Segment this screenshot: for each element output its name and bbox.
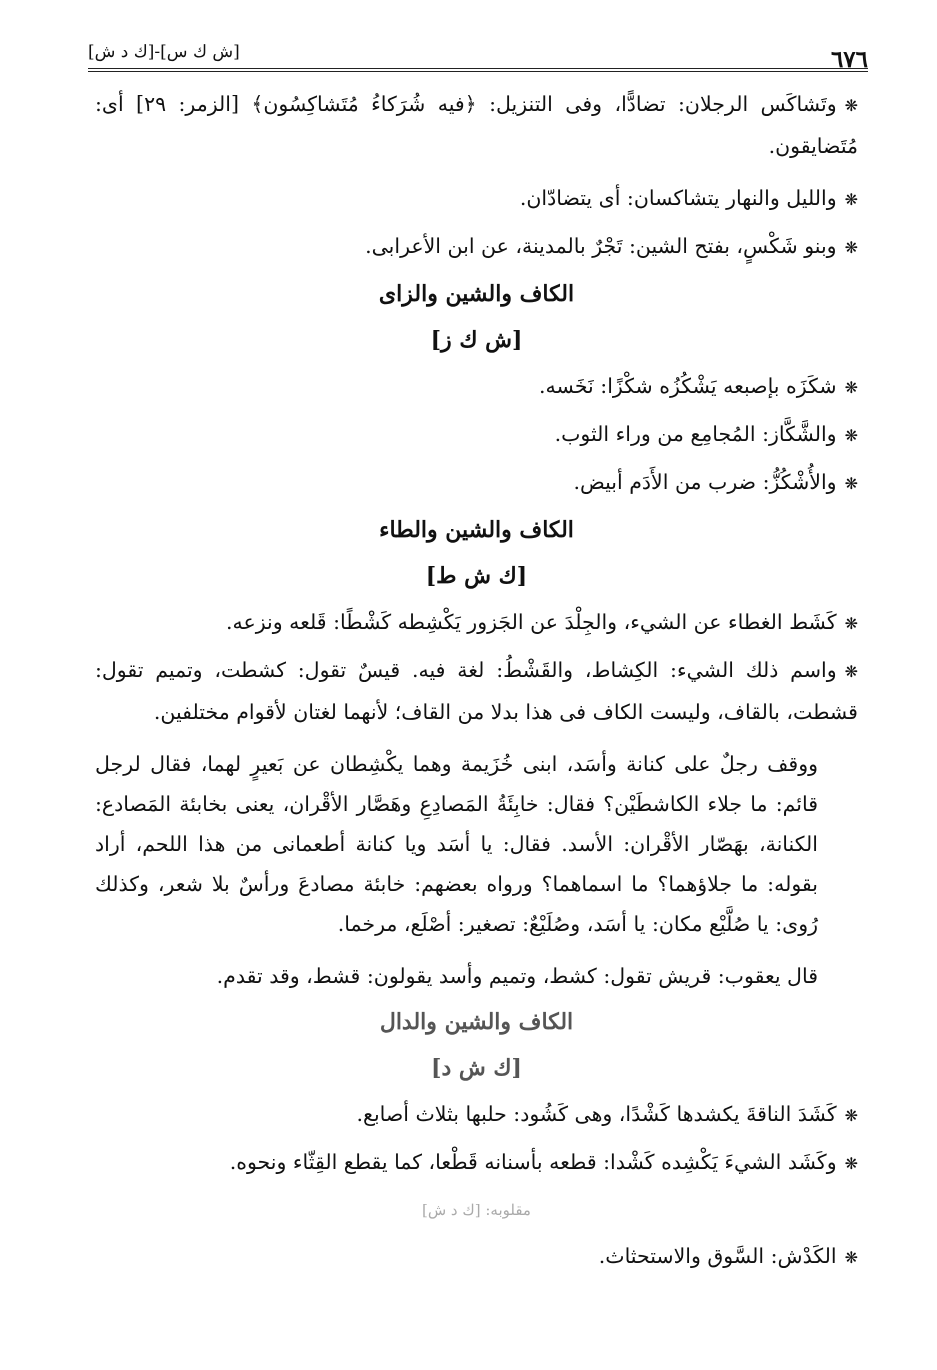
bullet-icon: ❋	[844, 614, 858, 633]
root-heading: [ش ك ز]	[430, 327, 523, 353]
entry-laylwannahar: ❋والليل والنهار يتشاكسان: أى يتضادّان.	[519, 186, 858, 210]
root-heading: [ك ش د]	[431, 1055, 522, 1081]
bullet-icon: ❋	[844, 474, 858, 493]
page-body	[95, 84, 858, 1284]
bullet-icon: ❋	[844, 1106, 858, 1125]
section-heading: الكاف والشين والزاى	[378, 281, 575, 307]
entry-kashata: ❋كَشَط الغطاء عن الشيء، والجِلْدَ عن الجَزور يَكْشِطه كَشْطًا: قَلعه ونزعه.	[225, 610, 858, 634]
bullet-icon: ❋	[844, 1248, 858, 1267]
page-number: ٦٧٦	[830, 46, 868, 73]
bullet-icon: ❋	[844, 190, 858, 209]
bullet-icon: ❋	[844, 1154, 858, 1173]
bullet-icon: ❋	[844, 96, 858, 115]
entry-kadsh: ❋الكَدْش: السَّوق والاستحثاث.	[598, 1244, 858, 1268]
entry-kishat: ❋واسم ذلك الشيء: الكِشاط، والقَشْطُ: لغة فيه. قيسٌ تقول: كشطت، وتميم تقول: قشطت، بالقاف، وليست الكاف فى هذا بدلا من القاف؛ لأنهما لغتان لأقوام مختلفين.	[95, 658, 858, 724]
bullet-icon: ❋	[844, 378, 858, 397]
entry-kashada-2: ❋وكَشَد الشيءَ يَكْشِده كَشْدا: قطعه بأسنانه قَطْعا، كما يقطع القِثّاء ونحوه.	[229, 1150, 858, 1174]
section-heading: الكاف والشين والدال	[379, 1009, 574, 1035]
page-header	[88, 42, 868, 73]
yaqub-quote: قال يعقوب: قريش تقول: كشط، وتميم وأسد يقولون: قشط، وقد تقدم.	[216, 964, 818, 988]
header-rule-top	[88, 68, 868, 69]
entry-ushkuzz: ❋والأُشْكُزُّ: ضرب من الأَدَم أبيض.	[573, 470, 858, 494]
entry-shakaza: ❋شكَزَه بإصبعه يَشْكُزُه شكْزًا: نَخَسه.	[539, 374, 858, 398]
entry-tashakas: ❋وتَشاكَس الرجلان: تضادًّا، وفى التنزيل: ﴿فيه شُرَكاءُ مُتَشاكِسُون﴾ [الزمر: ٢٩] أى: مُتَضايقون.	[95, 92, 858, 158]
inverse-root-heading: مقلوبه: [ك د ش]	[422, 1201, 531, 1219]
bullet-icon: ❋	[844, 662, 858, 681]
section-heading: الكاف والشين والطاء	[379, 517, 574, 543]
header-rule-bottom	[88, 71, 868, 72]
entry-shakkaz: ❋والشَّكَّاز: المُجامِع من وراء الثوب.	[554, 422, 858, 446]
anecdote-paragraph: ووقف رجلٌ على كنانة وأسَد، ابنى خُزَيمة وهما يكْشِطان عن بَعيرٍ لهما، فقال لرجل قائم: ما جلاء الكاشطَيْن؟ فقال: خابِئَةُ المَصادِعِ وهَصَّار الأقْران، يعنى بخابئة المَصادع: الكنانة، بهَصّار الأقْران: الأسد. فقال: يا أسَد ويا كنانة أطعمانى من هذا اللحم، أراد بقوله: ما جلاؤهما؟ ما اسماهما؟ ورواه بعضهم: خابئة مصادعَ ورأسٌ بلا شعر، وكذلك رُوى: يا صُلَّيْع مكان: يا أسَد، وصُلَيْعٌ: تصغير: أصْلَع، مرخما.	[95, 752, 818, 936]
entry-kashada: ❋كَشَدَ الناقةَ يكشدها كَشْدًا، وهى كَشُود: حلبها بثلاث أصابع.	[356, 1102, 858, 1126]
root-heading: [ك ش ط]	[425, 563, 528, 589]
root-range-label: [ش ك س]-[ك د ش]	[88, 42, 240, 62]
bullet-icon: ❋	[844, 426, 858, 445]
entry-banu-shaks: ❋وبنو شَكْسٍ، بفتح الشين: تَجْرٌ بالمدينة، عن ابن الأعرابى.	[365, 234, 858, 258]
bullet-icon: ❋	[844, 238, 858, 257]
